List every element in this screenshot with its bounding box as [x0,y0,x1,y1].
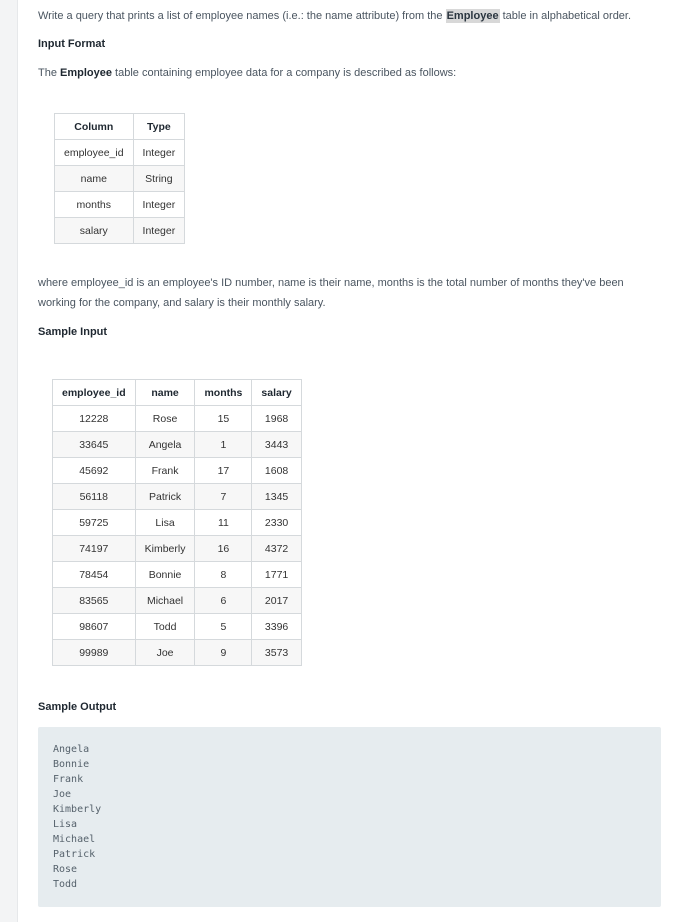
output-line: Lisa [53,819,78,830]
sample-cell: 98607 [53,614,136,640]
sample-cell: 2017 [252,588,301,614]
schema-cell: months [55,192,134,218]
schema-cell: Integer [133,218,185,244]
input-format-text [38,63,456,83]
output-line: Frank [53,774,84,785]
sample-cell: 1771 [252,562,301,588]
sample-row [53,510,302,536]
output-line: Bonnie [53,759,90,770]
schema-cell: Integer [133,140,185,166]
schema-row [55,166,185,192]
sample-cell: 33645 [53,432,136,458]
sample-output-heading: Sample Output [38,701,117,713]
sample-header-cell: salary [252,380,301,406]
output-line: Kimberly [53,804,102,815]
sample-cell: 78454 [53,562,136,588]
sample-cell: 59725 [53,510,136,536]
schema-cell: salary [55,218,134,244]
sample-cell: 3443 [252,432,301,458]
intro-table-highlight: Employee [446,10,499,22]
sample-cell: 16 [195,536,252,562]
sample-output-code [53,742,101,892]
sample-cell: 83565 [53,588,136,614]
sample-cell: 1968 [252,406,301,432]
sample-cell: Angela [135,432,195,458]
sample-input-table [52,379,302,666]
sample-cell: Michael [135,588,195,614]
sample-cell: Bonnie [135,562,195,588]
sample-cell: 12228 [53,406,136,432]
schema-table [54,113,185,244]
schema-cell: name [55,166,134,192]
output-line: Joe [53,789,72,800]
sample-row [53,536,302,562]
sample-input-heading: Sample Input [38,326,108,338]
sample-cell: Todd [135,614,195,640]
description-line-1: where employee_id is an employee's ID number, name is their name, months is the total number of months they've been [38,277,624,289]
sample-row [53,406,302,432]
sample-output-box [38,727,661,907]
input-format-prefix: The [38,67,61,79]
description-line-2: working for the company, and salary is their monthly salary. [38,297,326,309]
schema-row [55,140,185,166]
schema-cell: Integer [133,192,185,218]
sample-cell: Rose [135,406,195,432]
sample-row [53,458,302,484]
sample-cell: 11 [195,510,252,536]
output-line: Angela [53,744,90,755]
schema-row [55,218,185,244]
sample-header-cell: months [195,380,252,406]
sample-header-row [53,380,302,406]
schema-cell: employee_id [55,140,134,166]
sample-cell: 8 [195,562,252,588]
sample-row [53,432,302,458]
sample-cell: 3573 [252,640,301,666]
sample-cell: 7 [195,484,252,510]
sample-cell: Frank [135,458,195,484]
sample-cell: 1345 [252,484,301,510]
sample-cell: 1608 [252,458,301,484]
schema-header-cell: Type [133,114,185,140]
sample-row [53,562,302,588]
sample-cell: 56118 [53,484,136,510]
sample-cell: 5 [195,614,252,640]
sample-cell: 6 [195,588,252,614]
sample-row [53,588,302,614]
input-format-heading: Input Format [38,38,106,50]
sample-body [53,406,302,666]
sample-cell: 17 [195,458,252,484]
sample-cell: 4372 [252,536,301,562]
sample-cell: 9 [195,640,252,666]
sample-cell: 15 [195,406,252,432]
input-format-table-word: Employee [60,67,112,79]
sample-cell: 45692 [53,458,136,484]
sample-header-cell: name [135,380,195,406]
schema-body [55,140,185,244]
input-format-suffix: table containing employee data for a company is described as follows: [111,67,457,79]
output-line: Michael [53,834,96,845]
sample-cell: Lisa [135,510,195,536]
sample-cell: Patrick [135,484,195,510]
schema-row [55,192,185,218]
sample-row [53,484,302,510]
sample-cell: 3396 [252,614,301,640]
sample-cell: 1 [195,432,252,458]
output-line: Todd [53,879,78,890]
schema-cell: String [133,166,185,192]
schema-header-cell: Column [55,114,134,140]
intro-text [38,6,631,26]
sample-cell: 2330 [252,510,301,536]
sample-row [53,614,302,640]
intro-prefix: Write a query that prints a list of employee names (i.e.: the name attribute) from the [38,10,446,22]
schema-header-row [55,114,185,140]
output-line: Rose [53,864,78,875]
left-rule [0,0,18,922]
sample-cell: Kimberly [135,536,195,562]
sample-cell: Joe [135,640,195,666]
sample-header-cell: employee_id [53,380,136,406]
sample-row [53,640,302,666]
sample-cell: 74197 [53,536,136,562]
output-line: Patrick [53,849,96,860]
intro-suffix: table in alphabetical order. [499,10,632,22]
sample-cell: 99989 [53,640,136,666]
